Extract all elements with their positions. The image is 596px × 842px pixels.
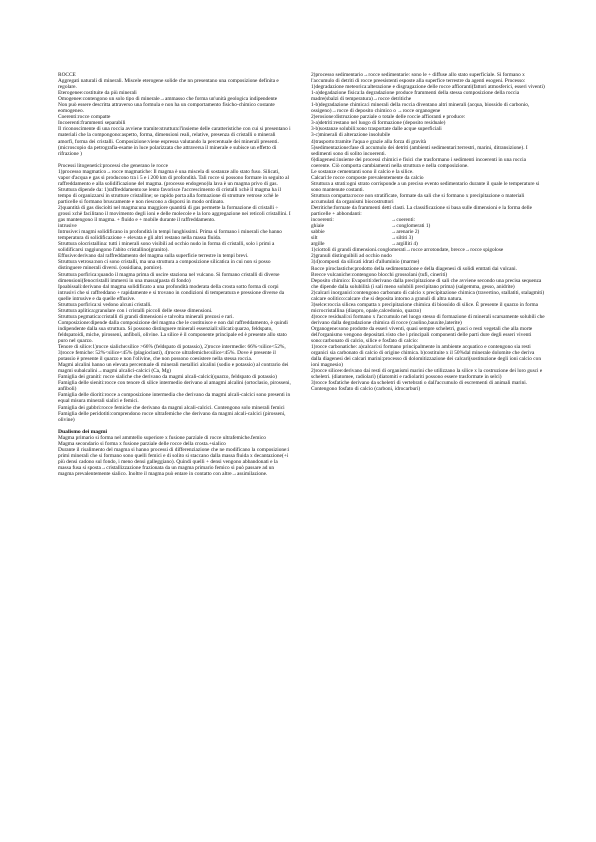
classification-cell-compact: →siltiti 3) — [391, 235, 414, 242]
classification-cell-compact: →conglomerati 1) — [391, 223, 431, 230]
text-paragraph: Calcari:le rocce composte prevalentemente da calcio — [311, 174, 424, 181]
text-paragraph: Magmi alcalini hanno un elevata percentuale di minerali metallici alcalini (sodio e potassio) al contrario dei magmi subalcalini→magmi alcalici-calcici (Ca, Mg) — [58, 362, 289, 375]
text-paragraph: Magma primario si forma nel ammtello superiore x fusione parziale di rocce ultrafemiche.femico — [58, 434, 266, 441]
text-paragraph: Incoerenti:frammenti separabili — [58, 120, 126, 127]
text-paragraph: 4)trasporto:tramite l'aqua e grazie alla forza di gravità — [311, 138, 427, 145]
text-paragraph: Le sostanze cementanti sono il calcio e la silice. — [311, 168, 414, 175]
text-paragraph: Deposito chimico: Evaporiti:derivano dalla precipitazione di sali che avviene secondo una precisa sequenza che dipende dalla solubilità (i sali meno solubili precipitano prima) (salgemma, gesso, anidrite) — [311, 277, 542, 290]
text-paragraph: 1)rocce carbonatiche: a)calcari:si formano principalmente in ambiente acquatico e contengono sia resti organici sia carbonato di calcio di origine chimica. b)costituite x il 50%dal minerale dolomite che deriva dalla diagenesi dei calcari marini:processo di dolomitizzazione dei calcari(sostituzione degli ioni calcio con ioni magnesio) — [311, 344, 541, 369]
text-paragraph: Famiglia delle peridotiti:comprendono rocce ultrafemiche che derivano da magmi alcali-calcici (pirosseni, olivine) — [58, 410, 286, 423]
text-paragraph: Coerenti:rocce compatte — [58, 114, 111, 121]
text-paragraph: 2)erosione:distruzione parziale o totale delle roccie affioranti e produce: — [311, 114, 466, 121]
text-paragraph: Effusive:derivano dal raffreddamento del magma sulla superficie terrestre in tempi brevi. — [58, 253, 249, 260]
text-paragraph: Struttura porfirica:quando il magma prima di uscire staziona nel vulcano. Si formano cristalli di diverse dimensioni(fenocristalli immersi in una massa(pasta di fondo) — [58, 271, 280, 284]
text-paragraph: 2)rocce silicee:derivano dai resti di organismi marini che utilizzano la silice x la costruzione dei loro gusci e scheletri. (diatomee, radiolari) (diatomiti e radiolariti possono essere trasformate in selci) — [311, 368, 543, 381]
right-column — [311, 72, 545, 392]
text-paragraph: Famiglia dei gabbri:rocce femiche che derivano da magmi alcali-calcici. Contengono solo minerali femici — [58, 404, 285, 411]
text-paragraph: Struttura a strati:ogni strato corrisponde a un preciso evento sedimentario durante il quale le temperature si sono mantenute costanti. — [311, 180, 540, 193]
text-paragraph: Eterogenee:costituite da più minerali — [58, 90, 137, 97]
text-paragraph: 1)ciottoli di grandi dimensioni.conglomerati→rocce arrotondate, brecce→rocce spigolose — [311, 247, 504, 254]
text-paragraph: Organogene:sono prodotte da esseri viventi, quasi sempre scheletri, gusci o resti vegetali che alla morte dell'organismo vengono depositati.visto che i principali componenti delle parti dure degli esseri viventi sono:carbonato di calcio, silice e fosfato di calcio: — [311, 325, 533, 345]
text-paragraph: 3-c)minerali di alterazione insolubile — [311, 132, 391, 139]
classification-cell-compact: →argilliti 4) — [391, 241, 418, 248]
text-paragraph: 6)diagenesi:insieme dei processi chimici e fisici che trasformano i sedimenti incoerenti in una roccia coerente. Ciò comporta cambiamenti nella struttura e nella composizione. — [311, 156, 527, 169]
text-paragraph: Il riconoscimente di una roccia avviene tramite:struttura:l'insieme delle caratteristiche con cui si presentano i materiali che la compongono:aspetto, forma, dimensioni reali, relative, presenza di cristalli o minerali amorfi, forma dei cristalli. Composizione:viene espressa valutando la percentuale dei minerali presenti. (microscopio da petrografia-esame in luce polarizzata che attraversa il minerale e subisce un effetto di rifrazione ) — [58, 126, 291, 157]
text-paragraph: 1-a)degadazione fisica:la degradazione produce frammenti della stessa composizione della roccia madre(sbalzi di temperatura)→rocce detritiche — [311, 90, 520, 103]
text-paragraph: Tenore di silice:1)rocce sialiche:silice >66% (feldspato di potassio), 2)rocce intermedie: 66%<silice<52%, 3)rocce femiche: 52%<silice<45% (plagioclasti), 4)rocce ultrafemiche:silice<45%. Dove è presente il potassio è presente il quarzo e non l'olivine, che non possono coesistere nella stessa roccia. — [58, 344, 286, 363]
text-paragraph: 2)calcari inorganici:contengono carbonato di calcio x precipitazione chimica (travertino, stallatiti, stalagmiti) calcare oolitico:calcare che si deposita intorno a granuli di altra natura. — [311, 289, 545, 302]
classification-cell-loose: incoerenti: — [311, 217, 334, 224]
text-paragraph: 4)rocce residuali:si formano x l'accumulo nel luogo stesso di formazione di minerali scarsamente solubili che derivano dalla degradazione chimica di rocce (caolino,bauxite,laterite) — [311, 313, 545, 326]
text-paragraph: intrusive — [58, 223, 77, 230]
text-paragraph: 2)granuli distinguibili ad occhio nudo — [311, 253, 392, 260]
text-paragraph: Magma secondario si forma x fusione parziale delle rocce della crosta.+sialico — [58, 440, 226, 447]
text-paragraph: Ipoabissali:derivano dal magma solidificato a una profondità moderata della crosta sotto forma di corpi intrusivi che si raffreddano + rapidamente e si trovano in condizioni di temperatura e pressione diverse da quelle intrusive e da quelle effusive. — [58, 283, 285, 302]
text-paragraph: Struttura vetrosa:non ci sono cristalli, ma una struttura a composizione silicatica in cui non si posso distinguere minerali diversi. (ossidiana, pomice). — [58, 259, 271, 272]
text-paragraph: Famiglia delle dioriti:rocce a composizione intermedia che derivano da magmi alcali-calcici sono presenti in equal misura minerali sialici e femici. — [58, 392, 291, 405]
classification-cell-compact: →coerenti: — [391, 217, 416, 224]
text-paragraph: Durante il risalimento del magma si hanno processi di differenziazione che ne modificano la composizione:i primi minerali che si formano sono quelli femici e di solito si staccano dalla massa fluida x decantazione(+i più densi cadono sul fondo, i meno densi galleggiano). Quindi quelli + densi vengono abbandonati e la massa fusa si sposta→cristallizzazione frazionata da un magma primario femico si può passare ad un magma prevalentemente sialico. Inoltre il magma può entare in contatto con altre→assimilazione. — [58, 446, 290, 477]
text-paragraph: 5)sedimentazione:fase di accumulo dei detriti (ambienti sedimentari:terrestri, marini, ditransizione). I sedimenti sono di solito incoerenti. — [311, 144, 528, 157]
text-paragraph: Brecce vulcaniche:contengono blocchi grossolani (tufi, cineriti) — [311, 271, 448, 278]
text-paragraph: 3)selce:roccia silicea compatta x precipitazione chimica di biossido di silice. È presente il quarzo in forma microcristallina (diaspro, opale,calcedonio, quarzo) — [311, 301, 539, 314]
left-column — [58, 72, 291, 477]
classification-cell-compact: →arenarie 2) — [391, 229, 420, 236]
text-paragraph: Famiglia dei graniti: rocce sialiche che derivano da magmi alcali-calcici(quarzo, feldspato di potassio) — [58, 374, 277, 381]
text-paragraph: 3)rocce fosfatiche derivano da scheletri di vertebrati o dall'accumulo di escrementi di animali marini. Contengono fosfato di calcio (carboni, idrocarburi) — [311, 380, 528, 393]
text-paragraph: Intrusive:i magmi solidificano in profondità in tempi lunghissimi. Prima si formano i minerali che hanno temperatura di solidificazione + elevata e gli altri restano nella massa fluida. — [58, 229, 282, 242]
text-paragraph: Processi litogenetici:processi che generano le rocce — [58, 162, 168, 169]
text-paragraph: Struttura aplitica:granulare con i cristalli piccoli delle stesse dimensioni. — [58, 307, 213, 314]
text-paragraph: Non può essere descritta attraverso una formula e non ha un comportamento fisicho-chimico costante eomogeneo. — [58, 102, 275, 115]
text-paragraph: Composizione:dipende dalla composizione del magma che le costituisce e non dal raffreddamento, è quindi indipendente dalla sua struttura. Si possono distinguere minerali essenziali:silicati:quarzo, feldspato, feldspatoidi, miche, pirosseni, anfiboli, olivine. La silice è il componente principale ed è presente allo stato puro nel quarzo. — [58, 319, 288, 345]
text-paragraph: 3)4)composti da silicati idrati d'alluminio (marme) — [311, 259, 420, 266]
text-paragraph: Famiglia delle sieniti:rocce con tenore di silice intermedio derivano al amagmi alcalini (ortoclasio, pirosseni, anfiboli) — [58, 380, 291, 393]
text-paragraph: Struttura pegmatica:cristalli di grandi dimensioni e talvolta minerali prezosi e rari. — [58, 313, 234, 320]
text-paragraph: 1)degradazione meteorica:alterazione e disgragazione delle rocce affioranti(fattori atmosferici, esseri viventi) — [311, 84, 545, 91]
text-paragraph: Struttura olocristallina: tutti i minerali sono visibili ad occhio nudo in forma di cristalli, solo i primi a solidificarsi raggiungono l'abito cristallino(granito). — [58, 241, 275, 254]
classification-cell-loose: ghiaie — [311, 223, 325, 230]
text-paragraph: Detritiche:formate da frammenti detti clasti. La classificazione si basa sulle dimensioni e la forma delle particelle + abbondanti: — [311, 205, 532, 218]
text-paragraph: Struttura compatta:rocce non stratificate, formate da sali che si formano x precipitazione o materiali accumulati da organismi biocostruttori — [311, 192, 525, 205]
text-paragraph: Struttura dipende da: 1)raffreddamento:se lento favorisce l'accrescimento di cristalli xchè il magma ha il tempo di organizzarsi in strutture cristalline; se rapido porta alla formazione di strutture vetrose xchè le particelle si formano bruscamente e non riescono a disporsi in modo ordinato. — [58, 186, 281, 205]
classification-cell-loose: argille — [311, 241, 325, 248]
classification-cell-loose: sabbie — [311, 229, 325, 236]
text-paragraph: ROCCE — [58, 72, 76, 78]
text-paragraph: 3-a)detriti:restano nel luogo di formazione (deposito residuale) — [311, 120, 446, 127]
text-paragraph: 2)processo sedimentario→rocce sedimentarie: sono le + diffuse allo stato superficiale. Si formano x l'accumulo di detriti di rocce preesistenti esposte alla superfice terrestre da agenti esogeni. Processo: — [311, 72, 526, 85]
text-paragraph: Struttura porfirica:si vedono alcuni cristalli. — [58, 301, 152, 308]
text-paragraph: Rocce piroclastiche:prodotto della sedimentazione e della diagenesi di solidi emttati dai vulcani. — [311, 265, 517, 272]
text-paragraph: Dualismo dei magmi — [58, 428, 108, 435]
text-paragraph: 3-b)sostanze solubili:sono trasportate dalle acque superficiali — [311, 126, 442, 133]
text-paragraph: 2)quantità di gas disciolti nel magma:una maggiore quantità di gas permette la formazione di cristalli ÷ grossi xchè facilitano il movimento degli ioni e delle molecole e la loro aggregazione nei reticoli cristallini. I gas mantengono il magma. + fluido e + mobile durante il raffreddamento. — [58, 204, 291, 224]
classification-cell-loose: silt — [311, 235, 318, 242]
text-paragraph: Omogenee:contengono un solo tipo di minerale→ammasso che forma un'unità geologica indipendente — [58, 96, 278, 103]
text-paragraph: Aggregati naturali di minerali. Miscele eterogene solide che nn presentano una composizione definita e regolare. — [58, 78, 279, 91]
text-paragraph: 1)processo magmatico→rocce magmatiche: Il magma è una miscela di sostanze allo stato fuso. Silicati, vapor d'acqua e gas si producono tra i 5 e i 200 km di profondità. Tali rocce si possono formare in seguito al raffreddamento e alla solidificazione del magma. (processo endogeno)la lava è un magma privo di gas. — [58, 168, 289, 187]
text-paragraph: 1-b)degradazione chimica:i minerali della roccia diventano altri minerali (acqua, biossido di carbonio, ossigeno)→rocce di deposito chimico o →rocce organogene — [311, 102, 530, 115]
